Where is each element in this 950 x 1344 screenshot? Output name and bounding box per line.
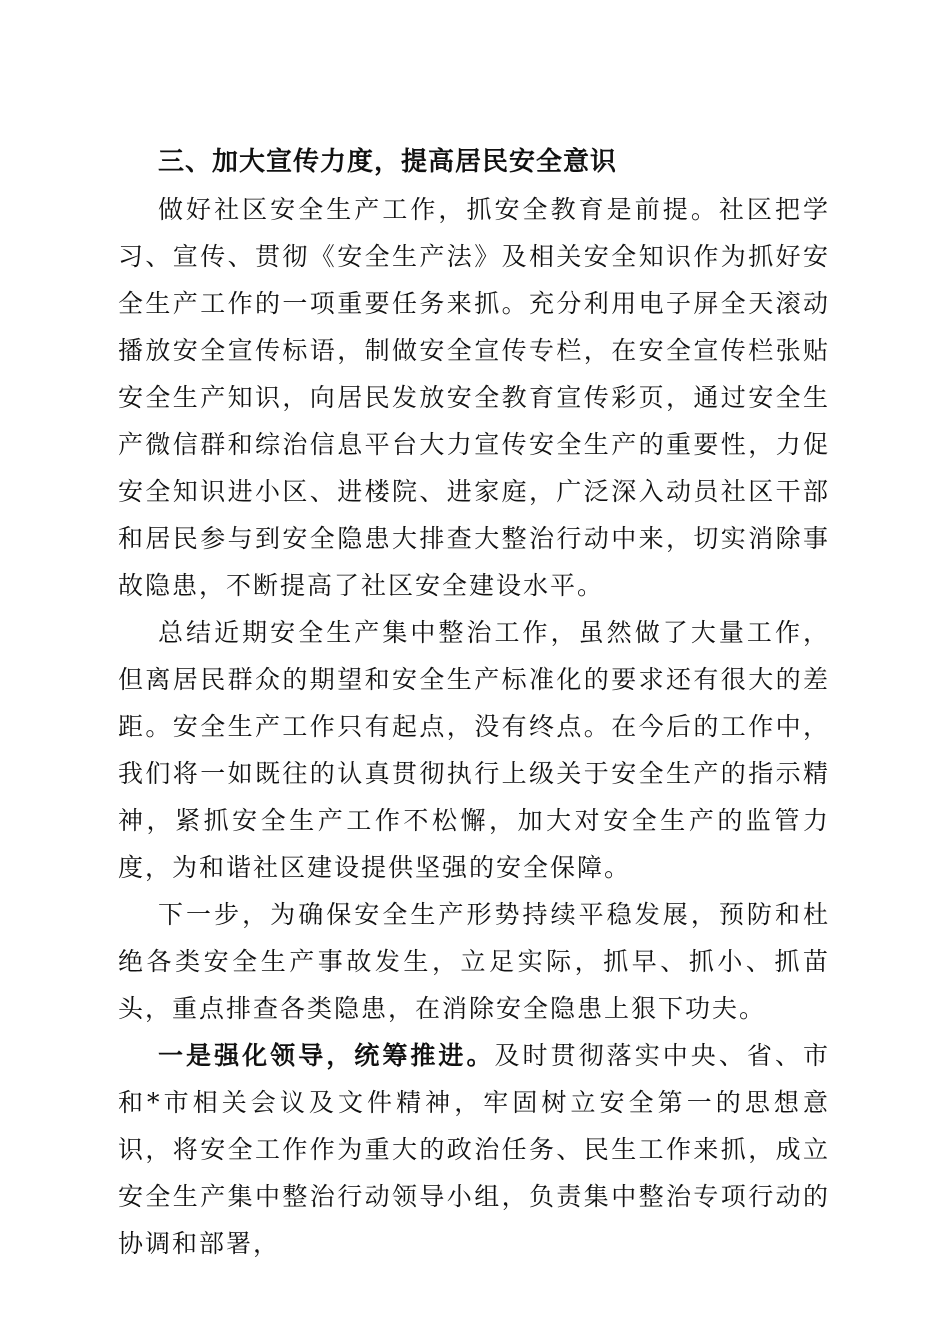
paragraph-summary: 总结近期安全生产集中整治工作，虽然做了大量工作，但离居民群众的期望和安全生产标准化的要求还有很大的差距。安全生产工作只有起点，没有终点。在今后的工作中，我们将一如既往的认真贯彻执行上级关于安全生产的指示精神，紧抓安全生产工作不松懈，加大对安全生产的监管力度，为和谐社区建设提供坚强的安全保障。: [118, 618, 830, 882]
paragraph-leadership: [118, 1032, 830, 1267]
paragraph-lead-phrase: 一是强化领导，统筹推进。: [158, 1041, 495, 1070]
section-heading: 三、加大宣传力度，提高居民安全意识: [158, 147, 618, 177]
paragraph-next-step: 下一步，为确保安全生产形势持续平稳发展，预防和杜绝各类安全生产事故发生，立足实际，抓早、抓小、抓苗头，重点排查各类隐患，在消除安全隐患上狠下功夫。: [118, 900, 830, 1023]
paragraph-lead-body: 及时贯彻落实中央、省、市和*市相关会议及文件精神，牢固树立安全第一的思想意识，将安全工作作为重大的政治任务、民生工作来抓，成立安全生产集中整治行动领导小组，负责集中整治专项行动的协调和部署，: [118, 1041, 830, 1258]
paragraph-publicity: 做好社区安全生产工作，抓安全教育是前提。社区把学习、宣传、贯彻《安全生产法》及相关安全知识作为抓好安全生产工作的一项重要任务来抓。充分利用电子屏全天滚动播放安全宣传标语，制做安全宣传专栏，在安全宣传栏张贴安全生产知识，向居民发放安全教育宣传彩页，通过安全生产微信群和综治信息平台大力宣传安全生产的重要性，力促安全知识进小区、进楼院、进家庭，广泛深入动员社区干部和居民参与到安全隐患大排查大整治行动中来，切实消除事故隐患，不断提高了社区安全建设水平。: [118, 195, 830, 600]
document-body: [118, 138, 830, 1267]
